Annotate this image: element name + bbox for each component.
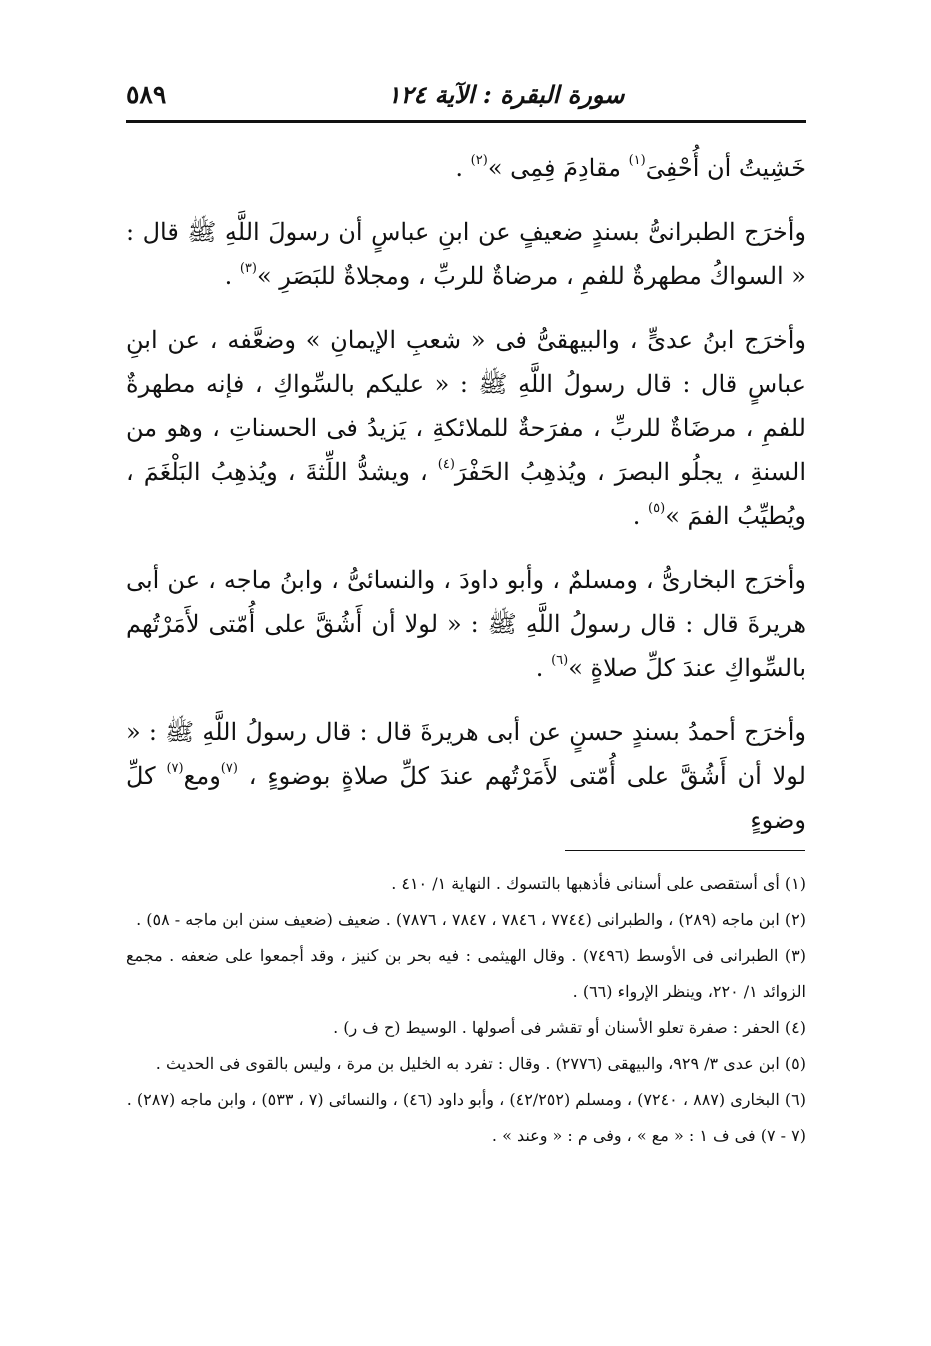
- footnote-marker: (١): [628, 153, 646, 168]
- text-run: .: [535, 654, 552, 682]
- footnote: (٥) ابن عدى ٣/ ٩٢٩، والبيهقى (٢٧٧٦) . وقال : تفرد به الخليل بن مرة ، وليس بالقوى فى الحديث .: [155, 1054, 806, 1073]
- paragraph: [126, 558, 806, 690]
- footnote-rule: [565, 850, 805, 851]
- text-run: وأخرَج ابنُ عدىٍّ ، والبيهقىُّ فى « شعبِ الإيمانِ » وضعَّفه ، عن ابنِ عباسٍ قال : قال رسولُ اللَّهِ ﷺ : « عليكم بالسِّواكِ ، فإنه مطهرةٌ للفمِ ، مرضَاةٌ للربِّ ، مفرَحةٌ للملائكةِ ، يَزيدُ فى الحسناتِ ، وهو من السنةِ ، يجلُو البصرَ ، ويُذهِبُ الحَفْرَ: [126, 326, 806, 486]
- text-run: خَشِيتُ أن أُحْفِىَ: [645, 154, 806, 182]
- paragraph: [126, 318, 806, 538]
- running-title: سورة البقرة : الآية ١٢٤: [387, 80, 625, 109]
- paragraph: [126, 146, 806, 190]
- text-run: .: [224, 262, 240, 290]
- text-run: ، ويشدُّ اللِّثةَ ، ويُذهِبُ البَلْغَمَ ، ويُطيِّبُ الفمَ »: [126, 458, 806, 530]
- footnote-marker: (٦): [551, 653, 569, 668]
- footnote: (٤) الحفر : صفرة تعلو الأسنان أو تقشر فى أصولها . الوسيط (ح ف ر) .: [333, 1018, 806, 1037]
- text-run: .: [455, 154, 471, 182]
- footnote-marker: (٤): [437, 457, 455, 472]
- footnote-marker: (٧): [166, 761, 184, 776]
- footnote-marker: (٧): [220, 761, 238, 776]
- paragraph: [126, 210, 806, 298]
- footnote: (٢) ابن ماجه (٢٨٩) ، والطبرانى (٧٧٤٤ ، ٧٨٤٦ ، ٧٨٤٧ ، ٧٨٧٦) . ضعيف (ضعيف سنن ابن ماجه - ٥٨) .: [136, 910, 806, 929]
- footnote: (٣) الطبرانى فى الأوسط (٧٤٩٦) . وقال الهيثمى : فيه بحر بن كنيز ، وقد أجمعوا على ضعفه . مجمع الزوائد ١/ ٢٢٠، وينظر الإرواء (٦٦) .: [126, 946, 806, 1001]
- text-run: ومع: [183, 762, 221, 790]
- text-run: وأخرَج أحمدُ بسندٍ حسنٍ عن أبى هريرةَ قال : قال رسولُ اللَّهِ ﷺ : « لولا أن أَشُقَّ على أُمّتى لأَمَرْتُهم عندَ كلِّ صلاةٍ بوضوءٍ ،: [126, 718, 806, 790]
- main-text: [126, 146, 806, 862]
- text-run: وأخرَج الطبرانىُّ بسندٍ ضعيفٍ عن ابنِ عباسٍ أن رسولَ اللَّهِ ﷺ قال : « السواكُ مطهرةٌ للفمِ ، مرضاةٌ للربِّ ، ومجلاةٌ للبَصَرِ »: [126, 218, 806, 290]
- footnotes: [126, 866, 806, 1154]
- text-run: كلِّ وضوءٍ: [126, 762, 806, 834]
- footnote-marker: (٣): [239, 261, 257, 276]
- header-rule: [126, 120, 806, 123]
- footnote: (٦) البخارى (٨٨٧ ، ٧٢٤٠) ، ومسلم (٤٢/٢٥٢) ، وأبو داود (٤٦) ، والنسائى (٧ ، ٥٣٣) ، وابن ماجه (٢٨٧) .: [126, 1090, 806, 1109]
- footnote: (٧ - ٧) فى ف ١ : « مع » ، وفى م : « وعند » .: [491, 1126, 806, 1145]
- text-run: .: [632, 502, 649, 530]
- page-number: ٥٨٩: [126, 80, 167, 109]
- footnote-marker: (٥): [648, 501, 666, 516]
- footnote: (١) أى أستقصى على أسنانى فأذهبها بالتسوك . النهاية ١/ ٤١٠ .: [391, 874, 806, 893]
- text-run: وأخرَج البخارىُّ ، ومسلمٌ ، وأبو داودَ ، والنسائىُّ ، وابنُ ماجه ، عن أبى هريرةَ قال : قال رسولُ اللَّهِ ﷺ : « لولا أن أَشُقَّ على أُمّتى لأَمَرْتُهم بالسِّواكِ عندَ كلِّ صلاةٍ »: [126, 566, 806, 682]
- footnote-marker: (٢): [470, 153, 488, 168]
- paragraph: [126, 710, 806, 842]
- text-run: مقادِمَ فِمِى »: [487, 154, 629, 182]
- page-header: [126, 78, 806, 120]
